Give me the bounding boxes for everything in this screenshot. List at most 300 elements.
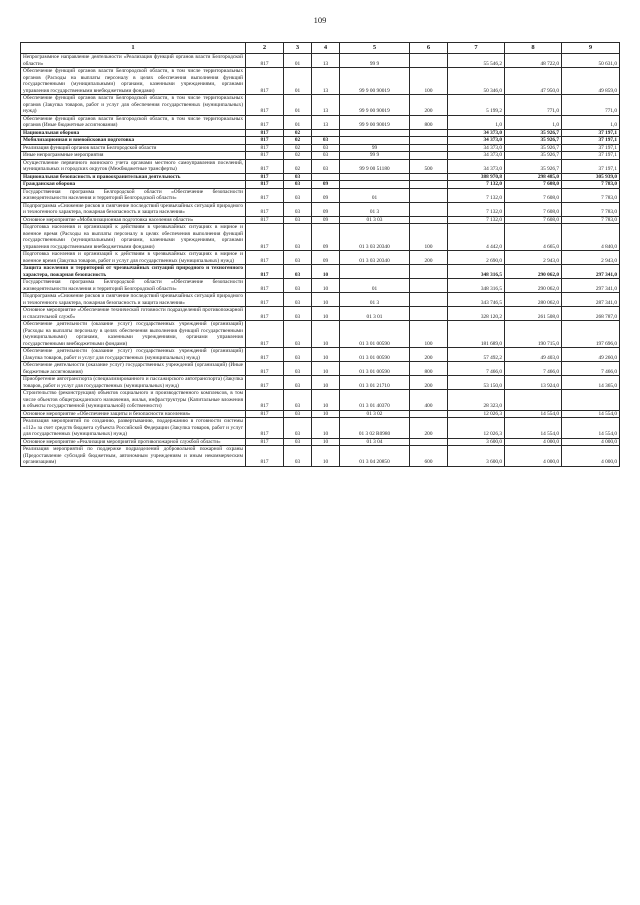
table-row	[21, 446, 620, 467]
amount-year2-cell: 4 000,0	[505, 446, 562, 467]
chapter-code-cell: 817	[246, 321, 284, 348]
chapter-code-cell: 817	[246, 129, 284, 137]
section-code-cell: 03	[284, 307, 312, 321]
target-article-cell: 01 3 02	[340, 410, 410, 418]
subsection-code-cell: 09	[312, 251, 340, 265]
chapter-code-cell: 817	[246, 446, 284, 467]
section-code-cell: 03	[284, 418, 312, 439]
amount-year3-cell: 7 783,0	[562, 216, 620, 224]
table-row	[21, 144, 620, 152]
section-code-cell: 02	[284, 144, 312, 152]
section-code-cell: 02	[284, 137, 312, 145]
amount-year2-cell: 290 062,0	[505, 265, 562, 279]
expense-type-cell	[410, 202, 448, 216]
chapter-code-cell: 817	[246, 68, 284, 95]
table-row	[21, 390, 620, 411]
table-row	[21, 410, 620, 418]
amount-year3-cell: 7 466,0	[562, 362, 620, 376]
target-article-cell: 01 3 01 00590	[340, 348, 410, 362]
target-article-cell: 01 3 03 20340	[340, 224, 410, 251]
amount-year3-cell: 14 554,0	[562, 418, 620, 439]
chapter-code-cell: 817	[246, 348, 284, 362]
amount-year1-cell: 4 442,0	[448, 224, 505, 251]
subsection-code-cell: 10	[312, 362, 340, 376]
amount-year2-cell: 13 924,0	[505, 376, 562, 390]
chapter-code-cell: 817	[246, 202, 284, 216]
amount-year2-cell: 280 062,0	[505, 293, 562, 307]
target-article-cell	[340, 129, 410, 137]
table-row	[21, 202, 620, 216]
page-number: 109	[313, 15, 327, 25]
amount-year2-cell: 35 926,7	[505, 159, 562, 173]
row-name-cell: Приобретение автотранспорта (специализированного и пассажирского автотранспорта) (Закупка товаров, работ и услуг для государственных (муниципальных) нужд)	[21, 376, 246, 390]
target-article-cell: 01 3 01 00590	[340, 321, 410, 348]
expense-type-cell: 200	[410, 376, 448, 390]
amount-year3-cell: 49 260,0	[562, 348, 620, 362]
amount-year3-cell: 50 631,0	[562, 54, 620, 68]
target-article-cell: 01	[340, 279, 410, 293]
column-header: 9	[562, 43, 620, 54]
amount-year1-cell: 7 132,0	[448, 202, 505, 216]
amount-year3-cell: 197 696,0	[562, 321, 620, 348]
column-header: 5	[340, 43, 410, 54]
table-row	[21, 376, 620, 390]
subsection-code-cell	[312, 173, 340, 181]
amount-year1-cell: 28 323,0	[448, 390, 505, 411]
table-row	[21, 188, 620, 202]
section-code-cell: 01	[284, 68, 312, 95]
amount-year3-cell: 287 341,0	[562, 293, 620, 307]
amount-year2-cell: 2 943,0	[505, 251, 562, 265]
row-name-cell: Защита населения и территорий от чрезвычайных ситуаций природного и техногенного характера, пожарная безопасность	[21, 265, 246, 279]
amount-year1-cell: 1,0	[448, 115, 505, 129]
expense-type-cell	[410, 188, 448, 202]
amount-year1-cell: 34 373,0	[448, 144, 505, 152]
subsection-code-cell: 03	[312, 137, 340, 145]
subsection-code-cell: 09	[312, 224, 340, 251]
column-header: 4	[312, 43, 340, 54]
row-name-cell: Гражданская оборона	[21, 181, 246, 189]
expense-type-cell	[410, 173, 448, 181]
subsection-code-cell: 10	[312, 348, 340, 362]
amount-year3-cell: 4 000,0	[562, 438, 620, 446]
table-row	[21, 293, 620, 307]
row-name-cell: Основное мероприятие «Обеспечение защиты и безопасности населения»	[21, 410, 246, 418]
row-name-cell: Реализация мероприятий по созданию, развертыванию, поддержанию в готовности системы «112» за счет средств бюджета субъекта Российской Федерации (Закупка товаров, работ и услуг для государственных (муниципальных) нужд)	[21, 418, 246, 439]
table-row	[21, 173, 620, 181]
amount-year3-cell: 7 783,0	[562, 188, 620, 202]
column-header: 3	[284, 43, 312, 54]
table-row	[21, 68, 620, 95]
section-code-cell: 01	[284, 115, 312, 129]
subsection-code-cell: 10	[312, 446, 340, 467]
amount-year1-cell: 7 466,0	[448, 362, 505, 376]
row-name-cell: Реализация функций органов власти Белгородской области	[21, 144, 246, 152]
amount-year1-cell: 388 970,8	[448, 173, 505, 181]
expense-type-cell	[410, 293, 448, 307]
table-row	[21, 251, 620, 265]
target-article-cell: 01 3 02 R0980	[340, 418, 410, 439]
subsection-code-cell: 10	[312, 307, 340, 321]
subsection-code-cell: 13	[312, 115, 340, 129]
expense-type-cell	[410, 279, 448, 293]
budget-table	[20, 42, 620, 467]
expense-type-cell	[410, 152, 448, 160]
section-code-cell: 03	[284, 376, 312, 390]
target-article-cell: 99	[340, 144, 410, 152]
section-code-cell: 03	[284, 181, 312, 189]
section-code-cell: 03	[284, 279, 312, 293]
section-code-cell: 02	[284, 159, 312, 173]
amount-year1-cell: 181 689,0	[448, 321, 505, 348]
amount-year1-cell: 348 316,5	[448, 279, 505, 293]
expense-type-cell: 400	[410, 390, 448, 411]
row-name-cell: Обеспечение деятельности (оказание услуг) государственных учреждений (организаций) (Расходы на выплаты персоналу в целях обеспечения выполнения функций государственными (муниципальными) органами, казенными учреждениями, органами управления государственными внебюджетными фондами)	[21, 321, 246, 348]
expense-type-cell: 200	[410, 95, 448, 116]
chapter-code-cell: 817	[246, 115, 284, 129]
section-code-cell: 03	[284, 348, 312, 362]
expense-type-cell	[410, 129, 448, 137]
table-header-row	[21, 43, 620, 54]
subsection-code-cell: 10	[312, 390, 340, 411]
expense-type-cell	[410, 265, 448, 279]
section-code-cell: 03	[284, 202, 312, 216]
row-name-cell: Национальная безопасность и правоохранительная деятельность	[21, 173, 246, 181]
amount-year2-cell: 47 950,0	[505, 68, 562, 95]
expense-type-cell	[410, 54, 448, 68]
section-code-cell: 03	[284, 438, 312, 446]
table-row	[21, 348, 620, 362]
amount-year1-cell: 328 120,2	[448, 307, 505, 321]
amount-year1-cell: 34 373,0	[448, 159, 505, 173]
target-article-cell	[340, 265, 410, 279]
chapter-code-cell: 817	[246, 293, 284, 307]
table-row	[21, 307, 620, 321]
column-header: 6	[410, 43, 448, 54]
amount-year1-cell: 34 373,0	[448, 129, 505, 137]
expense-type-cell: 800	[410, 115, 448, 129]
amount-year3-cell	[562, 390, 620, 411]
amount-year2-cell: 1,0	[505, 115, 562, 129]
section-code-cell: 03	[284, 321, 312, 348]
subsection-code-cell: 13	[312, 54, 340, 68]
target-article-cell: 01 3 01 21710	[340, 376, 410, 390]
row-name-cell: Обеспечение деятельности (оказание услуг) государственных учреждений (организаций) (Иные бюджетные ассигнования)	[21, 362, 246, 376]
expense-type-cell	[410, 137, 448, 145]
target-article-cell: 01 3 03 20340	[340, 251, 410, 265]
amount-year2-cell: 290 062,0	[505, 279, 562, 293]
subsection-code-cell: 10	[312, 438, 340, 446]
target-article-cell: 01 3 01 00590	[340, 362, 410, 376]
chapter-code-cell: 817	[246, 188, 284, 202]
amount-year1-cell: 348 316,5	[448, 265, 505, 279]
amount-year2-cell: 35 926,7	[505, 152, 562, 160]
target-article-cell: 01 3	[340, 293, 410, 307]
target-article-cell: 01 3 04	[340, 438, 410, 446]
row-name-cell: Иные непрограммные мероприятия	[21, 152, 246, 160]
row-name-cell: Обеспечение функций органов власти Белгородской области, в том числе территориальных органов (Расходы на выплаты персоналу в целях обеспечения выполнения функций государственными (муниципальными) органами, казенными учреждениями, органами управления государственными внебюджетными фондами)	[21, 68, 246, 95]
amount-year1-cell: 3 600,0	[448, 438, 505, 446]
row-name-cell: Основное мероприятие «Мобилизационная подготовка населения области»	[21, 216, 246, 224]
target-article-cell	[340, 137, 410, 145]
expense-type-cell	[410, 216, 448, 224]
amount-year2-cell: 49 403,0	[505, 348, 562, 362]
expense-type-cell: 100	[410, 321, 448, 348]
amount-year3-cell: 297 341,0	[562, 279, 620, 293]
target-article-cell: 01 3 04 20850	[340, 446, 410, 467]
amount-year2-cell: 7 608,0	[505, 202, 562, 216]
section-code-cell: 02	[284, 152, 312, 160]
target-article-cell	[340, 181, 410, 189]
amount-year2-cell: 298 485,0	[505, 173, 562, 181]
target-article-cell: 99 9 00 90019	[340, 68, 410, 95]
target-article-cell	[340, 173, 410, 181]
amount-year3-cell: 49 859,0	[562, 68, 620, 95]
expense-type-cell: 200	[410, 348, 448, 362]
column-header: 7	[448, 43, 505, 54]
table-row	[21, 265, 620, 279]
row-name-cell: Реализация мероприятий по поддержке подразделений добровольной пожарной охраны (Предоставление субсидий бюджетным, автономным учреждениям и иным некоммерческим организациям)	[21, 446, 246, 467]
amount-year2-cell: 4 665,0	[505, 224, 562, 251]
amount-year1-cell: 7 132,0	[448, 216, 505, 224]
chapter-code-cell: 817	[246, 144, 284, 152]
amount-year2-cell: 190 715,0	[505, 321, 562, 348]
amount-year3-cell: 37 197,1	[562, 144, 620, 152]
amount-year3-cell: 2 943,0	[562, 251, 620, 265]
row-name-cell: Подпрограмма «Снижение рисков и смягчение последствий чрезвычайных ситуаций природного и техногенного характера, пожарная безопасность и защита населения»	[21, 293, 246, 307]
amount-year3-cell: 37 197,1	[562, 129, 620, 137]
row-name-cell: Основное мероприятие «Обеспечение технической готовности подразделений противопожарной и спасательной служб»	[21, 307, 246, 321]
section-code-cell: 03	[284, 173, 312, 181]
section-code-cell: 01	[284, 95, 312, 116]
column-header: 8	[505, 43, 562, 54]
section-code-cell: 03	[284, 446, 312, 467]
target-article-cell: 01 3 01	[340, 307, 410, 321]
table-row	[21, 418, 620, 439]
amount-year2-cell: 14 554,0	[505, 410, 562, 418]
expense-type-cell	[410, 144, 448, 152]
amount-year3-cell: 1,0	[562, 115, 620, 129]
expense-type-cell: 100	[410, 68, 448, 95]
table-row	[21, 321, 620, 348]
chapter-code-cell: 817	[246, 279, 284, 293]
amount-year2-cell: 4 000,0	[505, 438, 562, 446]
row-name-cell: Подготовка населения и организаций к действиям в чрезвычайных ситуациях в мирное и военное время (Расходы на выплаты персоналу в целях обеспечения выполнения функций государственными (муниципальными) органами, казенными учреждениями, органами управления государственными внебюджетными фондами)	[21, 224, 246, 251]
table-row	[21, 129, 620, 137]
chapter-code-cell: 817	[246, 152, 284, 160]
amount-year1-cell: 53 150,0	[448, 376, 505, 390]
amount-year2-cell: 7 608,0	[505, 181, 562, 189]
subsection-code-cell: 10	[312, 265, 340, 279]
amount-year2-cell: 35 926,7	[505, 129, 562, 137]
expense-type-cell: 200	[410, 251, 448, 265]
column-header: 1	[21, 43, 246, 54]
expense-type-cell: 600	[410, 446, 448, 467]
row-name-cell: Обеспечение деятельности (оказание услуг) государственных учреждений (организаций) (Закупка товаров, работ и услуг для государственных (муниципальных) нужд)	[21, 348, 246, 362]
row-name-cell: Строительство (реконструкция) объектов социального и производственного комплексов, в том числе объектов общегражданского назначения, жилья, инфраструктуры (Капитальные вложения в объекты государственной (муниципальной) собственности)	[21, 390, 246, 411]
amount-year1-cell: 5 199,2	[448, 95, 505, 116]
table-row	[21, 224, 620, 251]
target-article-cell: 99 9 00 90019	[340, 115, 410, 129]
amount-year1-cell: 7 132,0	[448, 188, 505, 202]
section-code-cell: 01	[284, 54, 312, 68]
target-article-cell: 01 3 03	[340, 216, 410, 224]
target-article-cell: 01	[340, 188, 410, 202]
row-name-cell: Государственная программа Белгородской области «Обеспечение безопасности жизнедеятельности населения и территорий Белгородской области»	[21, 188, 246, 202]
amount-year3-cell: 268 787,0	[562, 307, 620, 321]
amount-year1-cell: 55 546,2	[448, 54, 505, 68]
subsection-code-cell: 03	[312, 159, 340, 173]
subsection-code-cell: 10	[312, 293, 340, 307]
amount-year3-cell: 4 840,0	[562, 224, 620, 251]
subsection-code-cell: 13	[312, 68, 340, 95]
row-name-cell: Обеспечение функций органов власти Белгородской области, в том числе территориальных органов (Закупка товаров, работ и услуг для обеспечения государственных (муниципальных) нужд)	[21, 95, 246, 116]
subsection-code-cell: 10	[312, 321, 340, 348]
subsection-code-cell: 09	[312, 181, 340, 189]
expense-type-cell: 500	[410, 159, 448, 173]
table-row	[21, 216, 620, 224]
amount-year3-cell: 305 939,0	[562, 173, 620, 181]
expense-type-cell	[410, 410, 448, 418]
section-code-cell: 02	[284, 129, 312, 137]
chapter-code-cell: 817	[246, 216, 284, 224]
table-row	[21, 159, 620, 173]
subsection-code-cell: 03	[312, 152, 340, 160]
row-name-cell: Обеспечение функций органов власти Белгородской области, в том числе территориальных органов (Иные бюджетные ассигнования)	[21, 115, 246, 129]
subsection-code-cell	[312, 129, 340, 137]
amount-year3-cell: 37 197,1	[562, 159, 620, 173]
chapter-code-cell: 817	[246, 376, 284, 390]
chapter-code-cell: 817	[246, 181, 284, 189]
amount-year1-cell: 34 373,0	[448, 152, 505, 160]
table-row	[21, 438, 620, 446]
row-name-cell: Мобилизационная и вневойсковая подготовка	[21, 137, 246, 145]
chapter-code-cell: 817	[246, 438, 284, 446]
subsection-code-cell: 09	[312, 188, 340, 202]
section-code-cell: 03	[284, 251, 312, 265]
chapter-code-cell: 817	[246, 418, 284, 439]
chapter-code-cell: 817	[246, 362, 284, 376]
amount-year3-cell: 771,0	[562, 95, 620, 116]
section-code-cell: 03	[284, 265, 312, 279]
row-name-cell: Национальная оборона	[21, 129, 246, 137]
subsection-code-cell: 09	[312, 216, 340, 224]
chapter-code-cell: 817	[246, 251, 284, 265]
amount-year2-cell: 261 508,0	[505, 307, 562, 321]
table-row	[21, 181, 620, 189]
row-name-cell: Государственная программа Белгородской области «Обеспечение безопасности жизнедеятельности населения и территорий Белгородской области»	[21, 279, 246, 293]
amount-year1-cell: 2 690,0	[448, 251, 505, 265]
table-body	[21, 54, 620, 467]
amount-year1-cell: 57 492,2	[448, 348, 505, 362]
chapter-code-cell: 817	[246, 137, 284, 145]
amount-year3-cell: 7 783,0	[562, 202, 620, 216]
subsection-code-cell: 10	[312, 418, 340, 439]
amount-year1-cell: 12 026,3	[448, 418, 505, 439]
row-name-cell: Основное мероприятие «Реализация мероприятий противопожарной службой области»	[21, 438, 246, 446]
amount-year2-cell: 771,0	[505, 95, 562, 116]
section-code-cell: 03	[284, 224, 312, 251]
amount-year3-cell: 297 341,0	[562, 265, 620, 279]
table-row	[21, 362, 620, 376]
row-name-cell: Подпрограмма «Снижение рисков и смягчение последствий чрезвычайных ситуаций природного и техногенного характера, пожарная безопасность и защита населения»	[21, 202, 246, 216]
chapter-code-cell: 817	[246, 307, 284, 321]
table-row	[21, 137, 620, 145]
section-code-cell: 03	[284, 216, 312, 224]
amount-year3-cell: 37 197,1	[562, 137, 620, 145]
row-name-cell: Осуществление первичного воинского учета органами местного самоуправления поселений, муниципальных и городских округов (Межбюджетные трансферты)	[21, 159, 246, 173]
chapter-code-cell: 817	[246, 95, 284, 116]
expense-type-cell	[410, 438, 448, 446]
chapter-code-cell: 817	[246, 173, 284, 181]
chapter-code-cell: 817	[246, 159, 284, 173]
target-article-cell: 99 9 00 90019	[340, 95, 410, 116]
amount-year2-cell: 35 926,7	[505, 137, 562, 145]
expense-type-cell: 200	[410, 418, 448, 439]
target-article-cell: 99 9 00 51180	[340, 159, 410, 173]
amount-year2-cell: 7 608,0	[505, 216, 562, 224]
table-row	[21, 95, 620, 116]
section-code-cell: 03	[284, 390, 312, 411]
chapter-code-cell: 817	[246, 224, 284, 251]
section-code-cell: 03	[284, 188, 312, 202]
amount-year2-cell: 48 722,0	[505, 54, 562, 68]
subsection-code-cell: 09	[312, 202, 340, 216]
amount-year3-cell: 14 365,0	[562, 376, 620, 390]
target-article-cell: 99 9	[340, 152, 410, 160]
amount-year3-cell: 7 783,0	[562, 181, 620, 189]
table-row	[21, 115, 620, 129]
amount-year1-cell: 3 600,0	[448, 446, 505, 467]
table-row	[21, 54, 620, 68]
expense-type-cell	[410, 307, 448, 321]
chapter-code-cell: 817	[246, 265, 284, 279]
amount-year3-cell: 37 197,1	[562, 152, 620, 160]
section-code-cell: 03	[284, 293, 312, 307]
section-code-cell: 03	[284, 362, 312, 376]
table-row	[21, 152, 620, 160]
row-name-cell: Непрограммное направление деятельности «Реализация функций органов власти Белгородской области»	[21, 54, 246, 68]
amount-year3-cell: 14 554,0	[562, 410, 620, 418]
amount-year2-cell: 7 466,0	[505, 362, 562, 376]
subsection-code-cell: 13	[312, 95, 340, 116]
subsection-code-cell: 03	[312, 144, 340, 152]
amount-year3-cell: 4 000,0	[562, 446, 620, 467]
subsection-code-cell: 10	[312, 376, 340, 390]
chapter-code-cell: 817	[246, 390, 284, 411]
amount-year1-cell: 12 026,3	[448, 410, 505, 418]
amount-year2-cell: 7 608,0	[505, 188, 562, 202]
amount-year1-cell: 34 373,0	[448, 137, 505, 145]
expense-type-cell: 100	[410, 224, 448, 251]
subsection-code-cell: 10	[312, 410, 340, 418]
amount-year2-cell: 35 926,7	[505, 144, 562, 152]
expense-type-cell: 800	[410, 362, 448, 376]
amount-year1-cell: 7 132,0	[448, 181, 505, 189]
chapter-code-cell: 817	[246, 54, 284, 68]
row-name-cell: Подготовка населения и организаций к действиям в чрезвычайных ситуациях в мирное и военное время (Закупка товаров, работ и услуг для государственных (муниципальных) нужд)	[21, 251, 246, 265]
amount-year2-cell: 14 554,0	[505, 418, 562, 439]
chapter-code-cell: 817	[246, 410, 284, 418]
amount-year2-cell	[505, 390, 562, 411]
expense-type-cell	[410, 181, 448, 189]
subsection-code-cell: 10	[312, 279, 340, 293]
section-code-cell: 03	[284, 410, 312, 418]
target-article-cell: 01 3 01 40370	[340, 390, 410, 411]
amount-year1-cell: 50 346,0	[448, 68, 505, 95]
column-header: 2	[246, 43, 284, 54]
table-row	[21, 279, 620, 293]
